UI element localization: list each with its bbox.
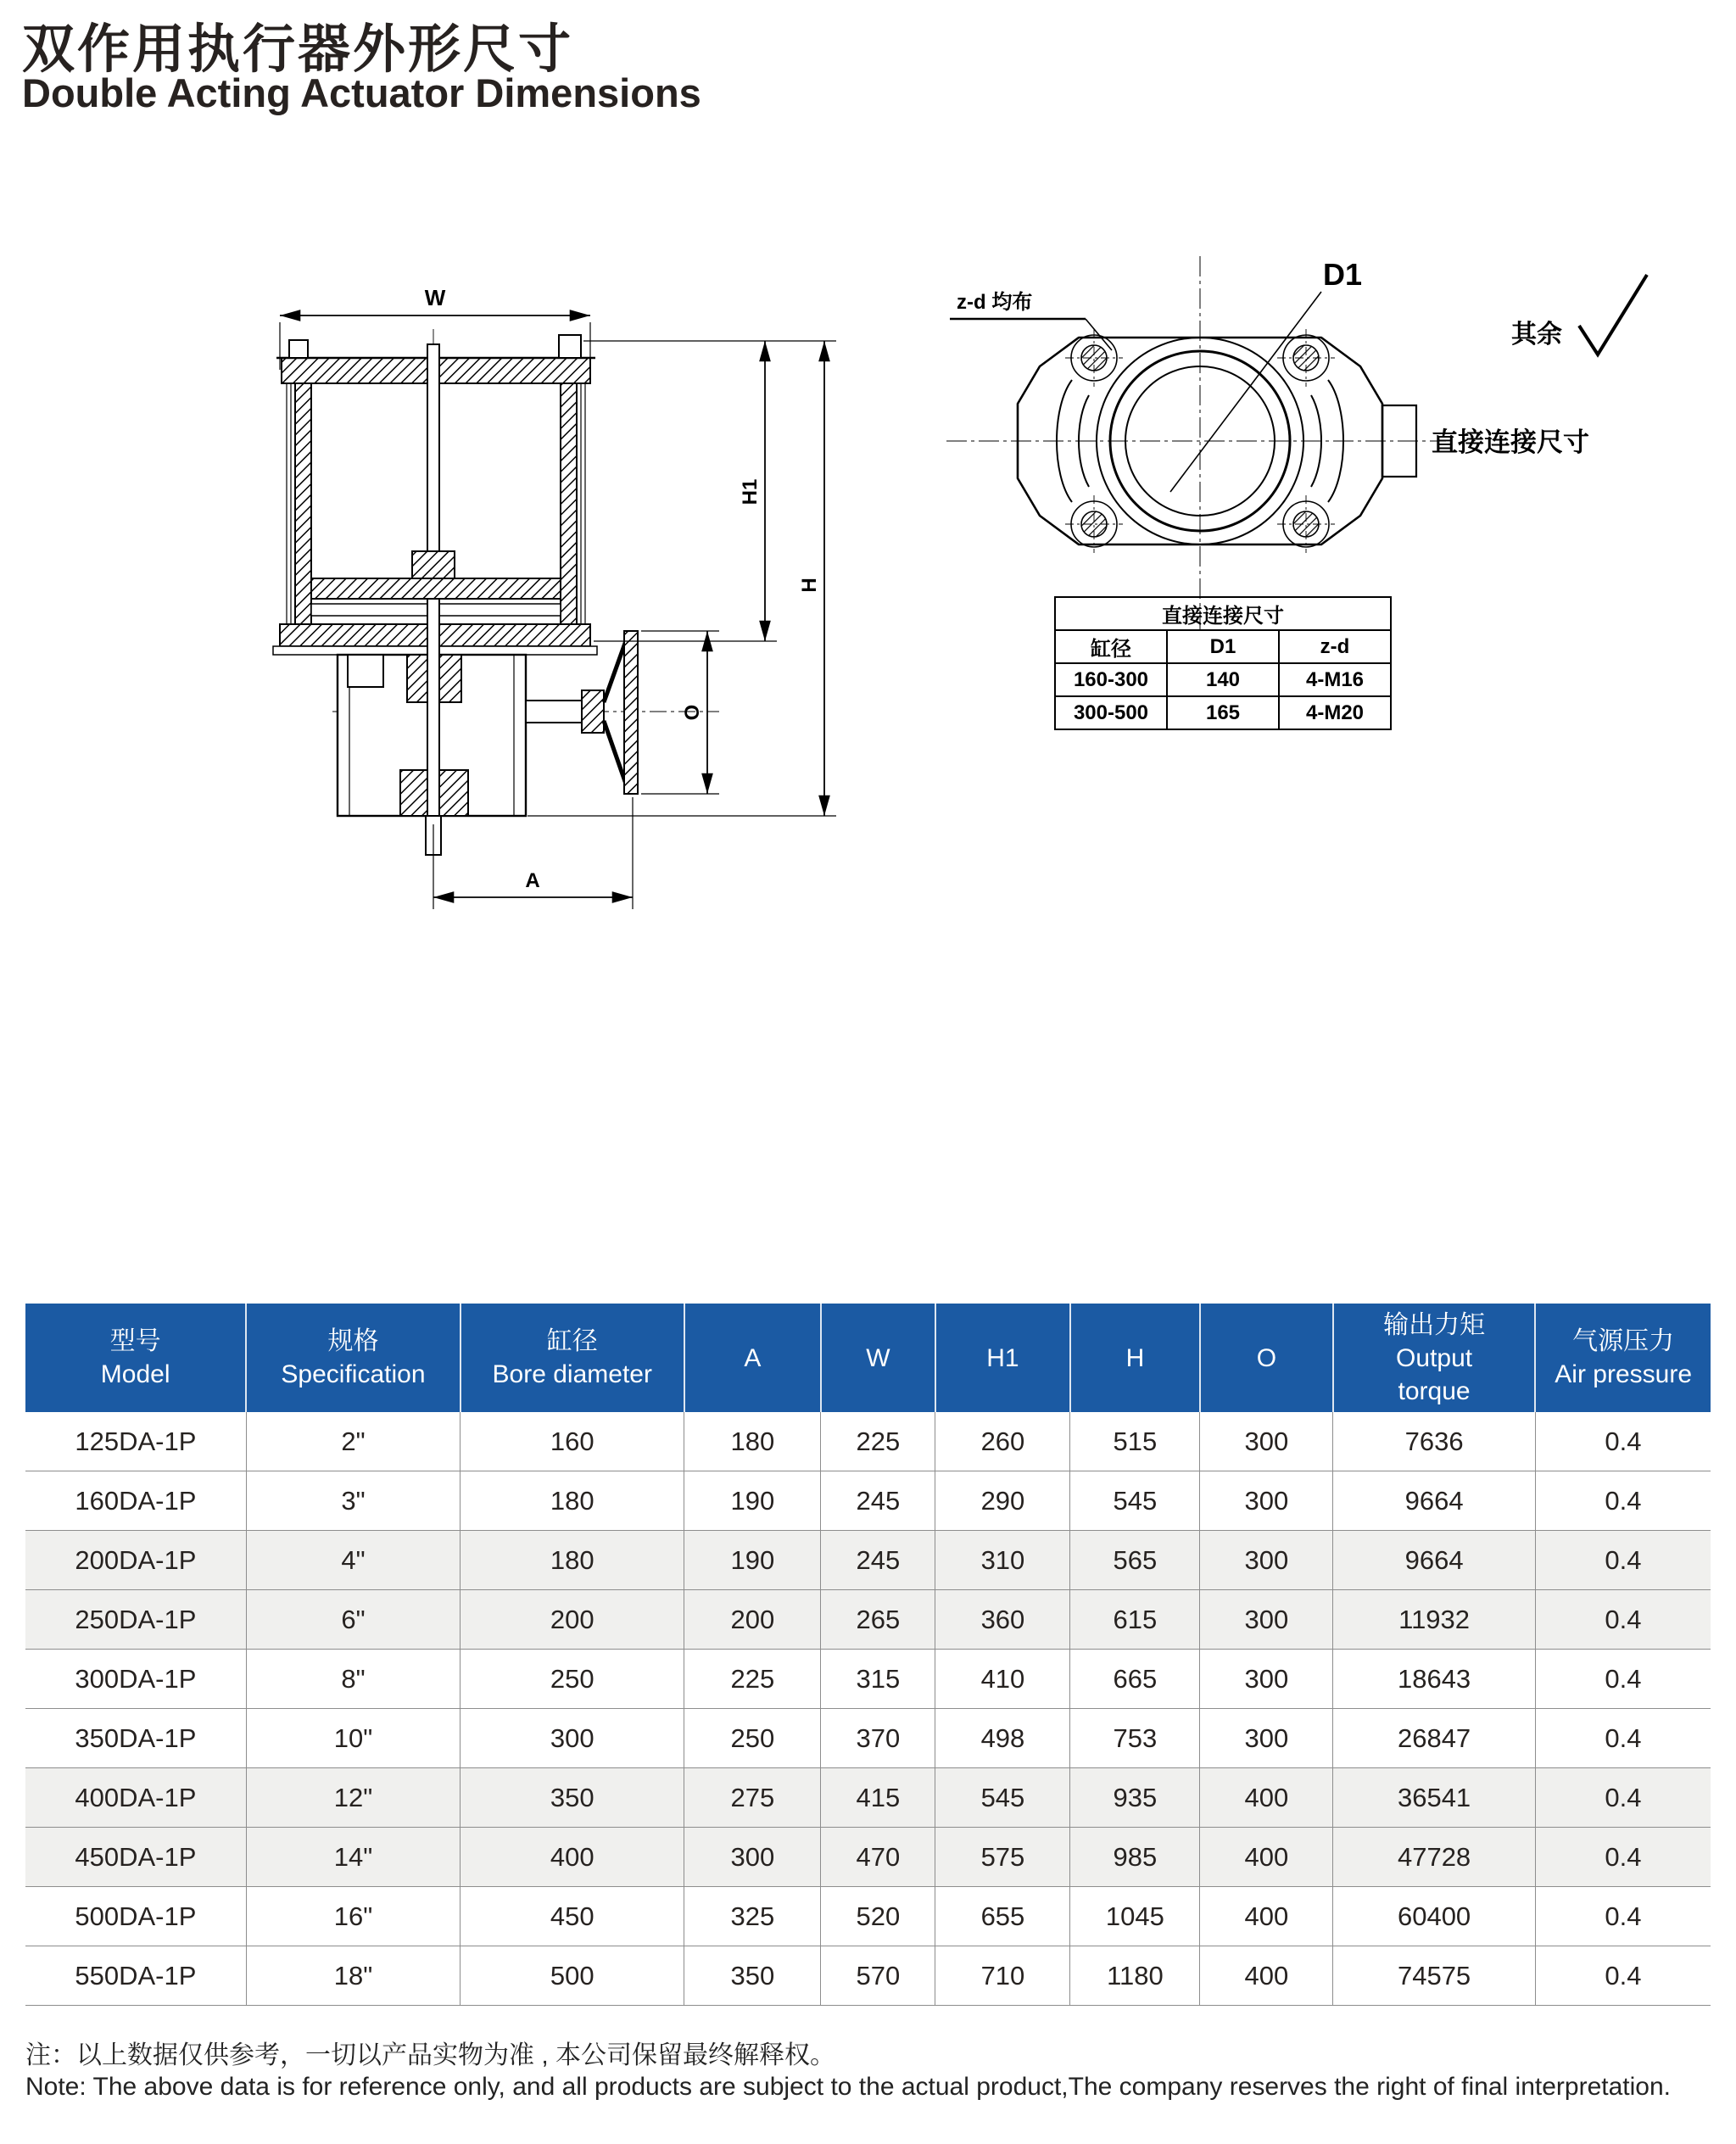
conn-table-title: 直接连接尺寸 <box>1055 597 1391 630</box>
rod-connector-block <box>412 551 455 580</box>
table-row <box>25 1946 1711 2006</box>
cell-a: 190 <box>684 1471 821 1531</box>
cell-spec: 18" <box>246 1946 460 2006</box>
cell-bore: 400 <box>461 1828 684 1887</box>
cell-model: 450DA-1P <box>25 1828 246 1887</box>
bolt-pattern-label: z-d 均布 <box>957 291 1033 314</box>
conn-cell-d1: 165 <box>1167 696 1279 729</box>
cell-spec: 4" <box>246 1531 460 1590</box>
cell-a: 225 <box>684 1650 821 1709</box>
conn-col-d1: D1 <box>1167 630 1279 663</box>
dimension-o <box>641 631 719 794</box>
cell-torque: 26847 <box>1333 1709 1535 1768</box>
conn-cell-d1: 140 <box>1167 663 1279 696</box>
cell-pressure: 0.4 <box>1535 1590 1711 1650</box>
cell-bore: 300 <box>461 1709 684 1768</box>
cell-spec: 10" <box>246 1709 460 1768</box>
d1-label: D1 <box>1323 257 1363 292</box>
cell-a: 350 <box>684 1946 821 2006</box>
cell-h: 753 <box>1070 1709 1200 1768</box>
cell-w: 370 <box>821 1709 935 1768</box>
spec-header-row <box>25 1304 1711 1412</box>
cell-a: 325 <box>684 1887 821 1946</box>
screw-stem <box>427 599 439 816</box>
dim-label-o: O <box>681 704 704 721</box>
cell-w: 245 <box>821 1471 935 1531</box>
cell-model: 250DA-1P <box>25 1590 246 1650</box>
cell-a: 200 <box>684 1590 821 1650</box>
cell-o: 400 <box>1200 1828 1333 1887</box>
cell-model: 160DA-1P <box>25 1471 246 1531</box>
cell-h1: 410 <box>935 1650 1070 1709</box>
conn-cell-zd: 4-M20 <box>1279 696 1391 729</box>
handwheel <box>526 631 638 794</box>
col-header-specification: 规格 Specification <box>246 1304 460 1412</box>
cell-w: 520 <box>821 1887 935 1946</box>
cell-h: 665 <box>1070 1650 1200 1709</box>
table-row <box>25 1650 1711 1709</box>
cell-w: 470 <box>821 1828 935 1887</box>
cell-torque: 36541 <box>1333 1768 1535 1828</box>
cell-w: 245 <box>821 1531 935 1590</box>
cell-model: 200DA-1P <box>25 1531 246 1590</box>
col-header-o: O <box>1200 1304 1333 1412</box>
dim-label-a: A <box>525 869 540 892</box>
cell-pressure: 0.4 <box>1535 1946 1711 2006</box>
cell-spec: 3" <box>246 1471 460 1531</box>
cell-pressure: 0.4 <box>1535 1650 1711 1709</box>
col-header-model: 型号 Model <box>25 1304 246 1412</box>
cell-o: 300 <box>1200 1412 1333 1471</box>
cell-model: 500DA-1P <box>25 1887 246 1946</box>
roughness-check-icon <box>1579 275 1647 355</box>
cell-pressure: 0.4 <box>1535 1471 1711 1531</box>
footnote-zh: 注：以上数据仅供参考，一切以产品实物为准 , 本公司保留最终解释权。 <box>25 2041 836 2069</box>
cell-h: 515 <box>1070 1412 1200 1471</box>
cell-a: 275 <box>684 1768 821 1828</box>
d1-leader <box>1170 257 1362 492</box>
section-view-drawing <box>153 221 899 1272</box>
cell-h: 545 <box>1070 1471 1200 1531</box>
cell-torque: 9664 <box>1333 1531 1535 1590</box>
cell-a: 300 <box>684 1828 821 1887</box>
cell-a: 180 <box>684 1412 821 1471</box>
cell-h1: 360 <box>935 1590 1070 1650</box>
cell-bore: 450 <box>461 1887 684 1946</box>
col-header-h1: H1 <box>935 1304 1070 1412</box>
piston-rod <box>427 344 439 558</box>
piston-plate <box>311 578 561 599</box>
page-title-en: Double Acting Actuator Dimensions <box>22 70 701 115</box>
cell-model: 125DA-1P <box>25 1412 246 1471</box>
table-row <box>25 1887 1711 1946</box>
dim-label-h1: H1 <box>739 478 762 505</box>
cell-o: 300 <box>1200 1650 1333 1709</box>
table-row <box>25 1709 1711 1768</box>
cell-bore: 160 <box>461 1412 684 1471</box>
conn-table-row <box>1055 663 1391 696</box>
table-row <box>25 1828 1711 1887</box>
cell-bore: 180 <box>461 1471 684 1531</box>
cell-w: 570 <box>821 1946 935 2006</box>
cell-h: 615 <box>1070 1590 1200 1650</box>
cell-model: 400DA-1P <box>25 1768 246 1828</box>
cell-w: 415 <box>821 1768 935 1828</box>
table-row <box>25 1471 1711 1531</box>
cell-pressure: 0.4 <box>1535 1887 1711 1946</box>
cell-pressure: 0.4 <box>1535 1709 1711 1768</box>
cell-bore: 500 <box>461 1946 684 2006</box>
bolt-pattern-leader <box>950 290 1112 350</box>
cell-torque: 11932 <box>1333 1590 1535 1650</box>
dimension-h1 <box>583 341 836 641</box>
side-bracket <box>348 655 383 687</box>
cylinder-wall-right <box>561 383 577 626</box>
cell-bore: 180 <box>461 1531 684 1590</box>
table-row <box>25 1590 1711 1650</box>
table-row <box>25 1768 1711 1828</box>
cell-h1: 575 <box>935 1828 1070 1887</box>
cell-torque: 9664 <box>1333 1471 1535 1531</box>
cell-torque: 47728 <box>1333 1828 1535 1887</box>
cell-h1: 710 <box>935 1946 1070 2006</box>
cell-pressure: 0.4 <box>1535 1531 1711 1590</box>
cell-h1: 655 <box>935 1887 1070 1946</box>
col-header-torque: 输出力矩 Output torque <box>1333 1304 1535 1412</box>
table-row <box>25 1412 1711 1471</box>
cell-bore: 200 <box>461 1590 684 1650</box>
col-header-a: A <box>684 1304 821 1412</box>
cell-h: 1180 <box>1070 1946 1200 2006</box>
cell-pressure: 0.4 <box>1535 1768 1711 1828</box>
surface-finish-mark <box>1511 275 1647 355</box>
cell-h1: 260 <box>935 1412 1070 1471</box>
cell-pressure: 0.4 <box>1535 1412 1711 1471</box>
spec-table <box>25 1304 1711 2006</box>
col-header-pressure: 气源压力 Air pressure <box>1535 1304 1711 1412</box>
conn-cell-zd: 4-M16 <box>1279 663 1391 696</box>
cell-w: 315 <box>821 1650 935 1709</box>
cell-o: 400 <box>1200 1946 1333 2006</box>
footnote-en: Note: The above data is for reference only, and all products are subject to the actual product,The company reserves the right of final interpretation. <box>25 2073 1671 2101</box>
cell-torque: 7636 <box>1333 1412 1535 1471</box>
dim-label-h: H <box>798 578 821 593</box>
cell-w: 225 <box>821 1412 935 1471</box>
cylinder-wall-left <box>295 383 311 626</box>
cell-h1: 545 <box>935 1768 1070 1828</box>
cell-a: 190 <box>684 1531 821 1590</box>
cell-pressure: 0.4 <box>1535 1828 1711 1887</box>
cell-h: 985 <box>1070 1828 1200 1887</box>
cell-a: 250 <box>684 1709 821 1768</box>
cell-torque: 18643 <box>1333 1650 1535 1709</box>
cell-spec: 8" <box>246 1650 460 1709</box>
conn-cell-bore: 160-300 <box>1055 663 1167 696</box>
col-header-h: H <box>1070 1304 1200 1412</box>
cell-spec: 16" <box>246 1887 460 1946</box>
dim-label-w: W <box>424 285 446 310</box>
page-title-zh: 双作用执行器外形尺寸 <box>22 20 574 79</box>
cell-spec: 14" <box>246 1828 460 1887</box>
conn-col-bore: 缸径 <box>1055 630 1167 663</box>
col-header-w: W <box>821 1304 935 1412</box>
conn-col-zd: z-d <box>1279 630 1391 663</box>
cell-o: 400 <box>1200 1887 1333 1946</box>
conn-cell-bore: 300-500 <box>1055 696 1167 729</box>
cell-torque: 74575 <box>1333 1946 1535 2006</box>
tie-rod-nut-left <box>289 340 308 358</box>
conn-table-row <box>1055 696 1391 729</box>
cell-h: 935 <box>1070 1768 1200 1828</box>
cell-h1: 310 <box>935 1531 1070 1590</box>
cell-model: 300DA-1P <box>25 1650 246 1709</box>
surface-note-label: 其余 <box>1511 321 1562 349</box>
cell-h: 565 <box>1070 1531 1200 1590</box>
cell-bore: 350 <box>461 1768 684 1828</box>
cell-o: 300 <box>1200 1531 1333 1590</box>
cell-o: 300 <box>1200 1709 1333 1768</box>
connect-size-label: 直接连接尺寸 <box>1432 427 1589 457</box>
cell-o: 300 <box>1200 1471 1333 1531</box>
cell-w: 265 <box>821 1590 935 1650</box>
technical-drawings <box>0 212 1736 1306</box>
cell-spec: 2" <box>246 1412 460 1471</box>
cell-spec: 12" <box>246 1768 460 1828</box>
cell-model: 550DA-1P <box>25 1946 246 2006</box>
cell-o: 300 <box>1200 1590 1333 1650</box>
table-row <box>25 1531 1711 1590</box>
cell-h1: 290 <box>935 1471 1070 1531</box>
cell-model: 350DA-1P <box>25 1709 246 1768</box>
col-header-bore: 缸径 Bore diameter <box>461 1304 684 1412</box>
cell-torque: 60400 <box>1333 1887 1535 1946</box>
connection-table <box>1054 596 1392 730</box>
tie-rod-nut-right <box>559 335 581 358</box>
cell-h1: 498 <box>935 1709 1070 1768</box>
cell-spec: 6" <box>246 1590 460 1650</box>
cell-o: 400 <box>1200 1768 1333 1828</box>
cell-bore: 250 <box>461 1650 684 1709</box>
cell-h: 1045 <box>1070 1887 1200 1946</box>
